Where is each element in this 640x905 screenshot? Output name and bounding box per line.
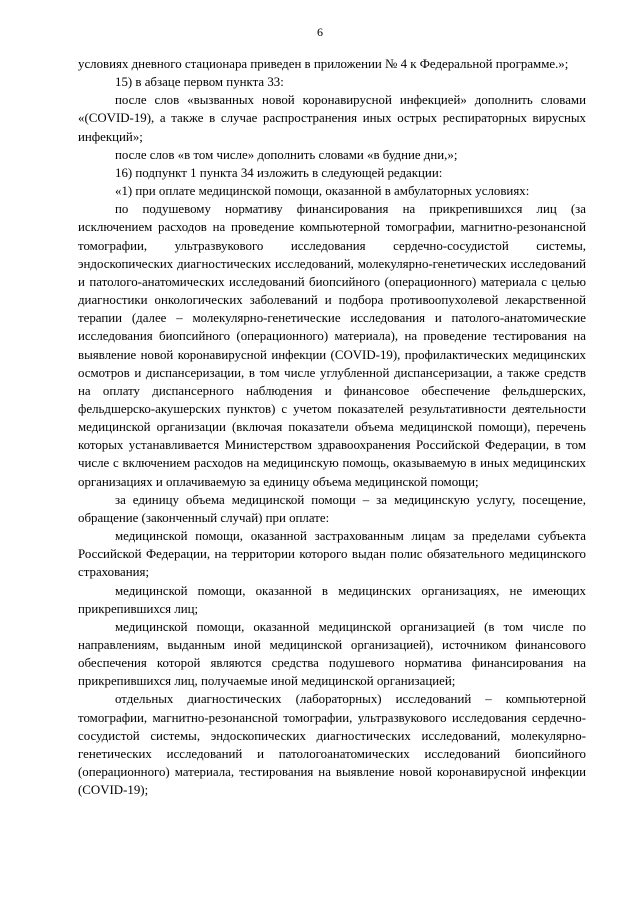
- paragraph: медицинской помощи, оказанной застрахованным лицам за пределами субъекта Российской Федерации, на территории которого выдан полис обязательного медицинского страхования;: [78, 529, 586, 580]
- paragraph: отдельных диагностических (лабораторных) исследований – компьютерной томографии, магнитно-резонансной томографии, ультразвукового исследования сердечно-сосудистой системы, эндоскопических диагностических исследований, молекулярно-генетических исследований и патологоанатомических исследований биопсийного (операционного) материала, тестирования на выявление новой коронавирусной инфекции (COVID-19);: [78, 692, 586, 798]
- paragraph: по подушевому нормативу финансирования на прикрепившихся лиц (за исключением расходов на проведение компьютерной томографии, магнитно-резонансной томографии, ультразвукового исследования сердечно-сосудистой системы, эндоскопических диагностических исследований, молекулярно-генетических исследований и патолого-анатомических исследований биопсийного (операционного) материала с целью диагностики онкологических заболеваний и подбора противоопухолевой лекарственной терапии (далее – молекулярно-генетические исследования и патолого-анатомические исследования биопсийного (операционного) материала), на проведение тестирования на выявление новой коронавирусной инфекции (COVID-19), профилактических медицинских осмотров и диспансеризации, в том числе углубленной диспансеризации, а также средств на оплату диспансерного наблюдения и финансовое обеспечение фельдшерских, фельдшерско-акушерских пунктов) с учетом показателей результативности деятельности медицинской организации (включая показатели объема медицинской помощи), перечень которых устанавливается Министерством здравоохранения Российской Федерации, в том числе с включением расходов на медицинскую помощь, оказываемую в иных медицинских организациях и оплачиваемую за единицу объема медицинской помощи;: [78, 202, 586, 489]
- document-body: [78, 55, 586, 799]
- paragraph: медицинской помощи, оказанной медицинской организацией (в том числе по направлениям, выданным иной медицинской организацией), источником финансового обеспечения которой являются средства подушевого норматива финансирования на прикрепившихся лиц, получаемые иной медицинской организацией;: [78, 619, 586, 689]
- paragraph: после слов «в том числе» дополнить словами «в будние дни,»;: [115, 147, 458, 162]
- paragraph: 15) в абзаце первом пункта 33:: [115, 75, 284, 90]
- paragraph: 16) подпункт 1 пункта 34 изложить в следующей редакции:: [115, 165, 443, 180]
- paragraph: за единицу объема медицинской помощи – за медицинскую услугу, посещение, обращение (законченный случай) при оплате:: [78, 492, 586, 525]
- page-number: 6: [317, 25, 323, 39]
- paragraph: «1) при оплате медицинской помощи, оказанной в амбулаторных условиях:: [115, 184, 530, 199]
- paragraph: медицинской помощи, оказанной в медицинских организациях, не имеющих прикрепившихся лиц;: [78, 583, 586, 616]
- paragraph: после слов «вызванных новой коронавирусной инфекцией» дополнить словами «(COVID-19), а также в случае распространения иных острых респираторных вирусных инфекций»;: [78, 93, 586, 144]
- paragraph: условиях дневного стационара приведен в приложении № 4 к Федеральной программе.»;: [78, 57, 569, 71]
